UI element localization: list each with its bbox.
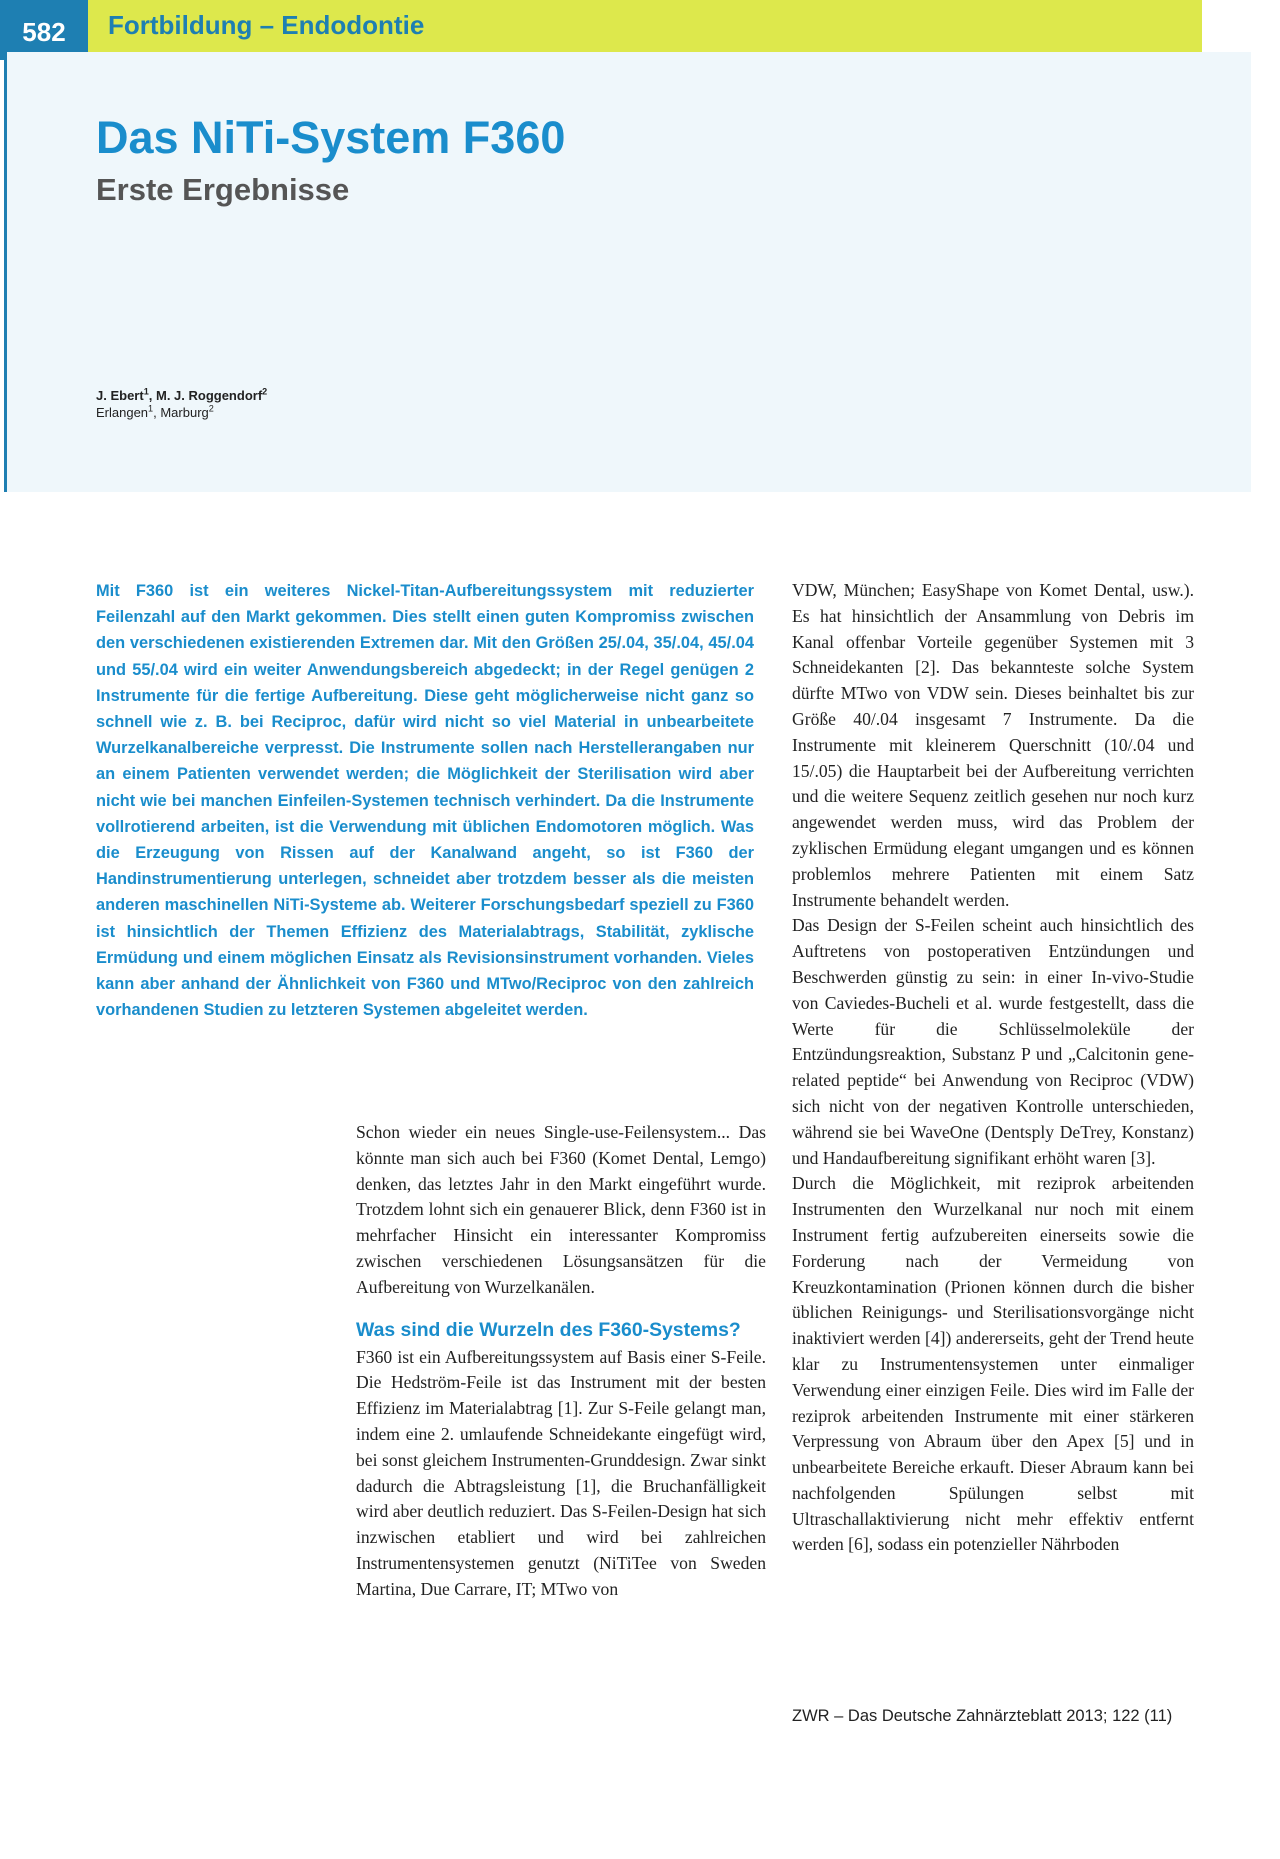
body-paragraph: F360 ist ein Aufbereitungssystem auf Basis einer S-Feile. Die Hedström-Feile ist das Instrument mit der besten Effizienz im Materialabtrag [1]. Zur S-Feile gelangt man, indem eine 2. umlaufende Schneidekante eingefügt wird, bei sonst gleichem Instrumenten-Grunddesign. Zwar sinkt dadurch die Abtragsleistung [1], die Bruchanfälligkeit wird aber deutlich reduziert. Das S-Feilen-Design hat sich inzwischen etabliert und wird bei zahlreichen Instrumentensystemen genutzt (NiTiTee von Sweden Martina, Due Carrare, IT; MTwo von — [356, 1346, 766, 1599]
author-separator: , — [148, 388, 156, 403]
body-paragraph: Durch die Möglichkeit, mit reziprok arbeitenden Instrumenten den Wurzelkanal nur noch mit einem Instrument fertig aufzubereiten einerseits sowie die Forderung nach der Vermeidung von Kreuzkontamination (Prionen können durch die bisher üblichen Reinigungs- und Sterilisationsvorgänge nicht inaktiviert werden [4]) andererseits, geht der Trend heute klar zu Instrumentensystemen unter einmaliger Verwendung einer einzigen Feile. Dies wird im Falle der reziprok arbeitenden Instrumente mit einer stärkeren Verpressung von Abraum über den Apex [5] und in unbearbeitete Bereiche erkauft. Dieser Abraum kann bei nachfolgenden Spülungen selbst mit Ultraschallaktivierung nicht mehr effektiv entfernt werden [6], sodass ein potenzieller Nährboden — [792, 1173, 1194, 1555]
body-paragraph: VDW, München; EasyShape von Komet Dental, usw.). Es hat hinsichtlich der Ansammlung von Debris im Kanal offenbar Vorteile gegenüber Systemen mit 3 Schneidekanten [2]. Das bekannteste solche System dürfte MTwo von VDW sein. Dieses beinhaltet bis zur Größe 40/.04 insgesamt 7 Instrumente. Da die Instrumente mit kleinerem Querschnitt (10/.04 und 15/.05) die Hauptarbeit bei der Aufbereitung verrichten und die weitere Sequenz zeitlich gesehen nur noch kurz angewendet werden muss, wird das Problem der zyklischen Ermüdung elegant umgangen und es können problemlos mehrere Patienten mit einem Satz Instrumente behandelt werden. — [792, 580, 1194, 910]
affiliation-2-mark: 2 — [208, 403, 214, 414]
author-affiliations — [96, 404, 267, 421]
author-block — [96, 387, 267, 421]
author-1-affiliation-mark: 1 — [143, 386, 149, 397]
article-title: Das NiTi-System F360 — [96, 112, 566, 163]
intro-paragraph: Schon wieder ein neues Single-use-Feilensystem... Das könnte man sich auch bei F360 (Komet Dental, Lemgo) denken, das letztes Jahr in den Markt eingeführt wurde. Trotzdem lohnt sich ein genauerer Blick, denn F360 ist in mehrfacher Hinsicht ein interessanter Kompromiss zwischen verschiedenen Lösungsansätzen für die Aufbereitung von Wurzelkanälen. — [356, 1122, 766, 1297]
body-column-right — [792, 578, 1194, 1558]
abstract: Mit F360 ist ein weiteres Nickel-Titan-Aufbereitungssystem mit reduzierter Feilenzahl auf den Markt gekommen. Dies stellt einen guten Kompromiss zwischen den verschiedenen existierenden Extremen dar. Mit den Größen 25/.04, 35/.04, 45/.04 und 55/.04 wird ein weiter Anwendungsbereich abgedeckt; in der Regel genügen 2 Instrumente für die fertige Aufbereitung. Diese geht möglicherweise nicht ganz so schnell wie z. B. bei Reciproc, dafür wird nicht so viel Material in unbearbeitete Wurzelkanalbereiche verpresst. Die Instrumente sollen nach Herstellerangaben nur an einem Patienten verwendet werden; die Möglichkeit der Sterilisation wird aber nicht wie bei manchen Einfeilen-Systemen technisch verhindert. Da die Instrumente vollrotierend arbeiten, ist die Verwendung mit üblichen Endomotoren möglich. Was die Erzeugung von Rissen auf der Kanalwand angeht, so ist F360 der Handinstrumentierung unterlegen, schneidet aber trotzdem besser als die meisten anderen maschinellen NiTi-Systeme ab. Weiterer Forschungsbedarf speziell zu F360 ist hinsichtlich der Themen Effizienz des Materialabtrags, Stabilität, zyklische Ermüdung und einem möglichen Einsatz als Revisionsinstrument vorhanden. Vieles kann aber anhand der Ähnlichkeit von F360 und MTwo/Reciproc von den zahlreich vorhandenen Studien zu letzteren Systemen abgeleitet werden. — [96, 582, 754, 1020]
author-names — [96, 387, 267, 404]
author-2-affiliation-mark: 2 — [262, 386, 268, 397]
section-heading: Was sind die Wurzeln des F360-Systems? — [356, 1318, 741, 1341]
article-subtitle: Erste Ergebnisse — [96, 172, 350, 207]
body-column-middle — [356, 1120, 766, 1603]
affiliation-2: Marburg — [160, 405, 209, 420]
body-paragraph: Das Design der S-Feilen scheint auch hinsichtlich des Auftretens von postoperativen Entzündungen und Beschwerden günstig zu sein: in einer In-vivo-Studie von Caviedes-Bucheli et al. wurde festgestellt, dass die Werte für die Schlüsselmoleküle der Entzündungsreaktion, Substanz P und „Calcitonin gene-related peptide“ bei Anwendung von Reciproc (VDW) sich nicht von der negativen Kontrolle unterschieden, während sie bei WaveOne (Dentsply DeTrey, Konstanz) und Handaufbereitung signifikant erhöht waren [3]. — [792, 915, 1194, 1168]
section-label: Fortbildung – Endodontie — [108, 10, 425, 40]
affiliation-1: Erlangen — [96, 405, 149, 420]
author-2: M. J. Roggendorf — [155, 388, 263, 403]
journal-footer: ZWR – Das Deutsche Zahnärzteblatt 2013; 122 (11) — [792, 1707, 1173, 1725]
page-number: 582 — [0, 0, 88, 60]
affiliation-1-mark: 1 — [148, 403, 154, 414]
author-1: J. Ebert — [96, 388, 144, 403]
affiliation-separator: , — [153, 405, 161, 420]
